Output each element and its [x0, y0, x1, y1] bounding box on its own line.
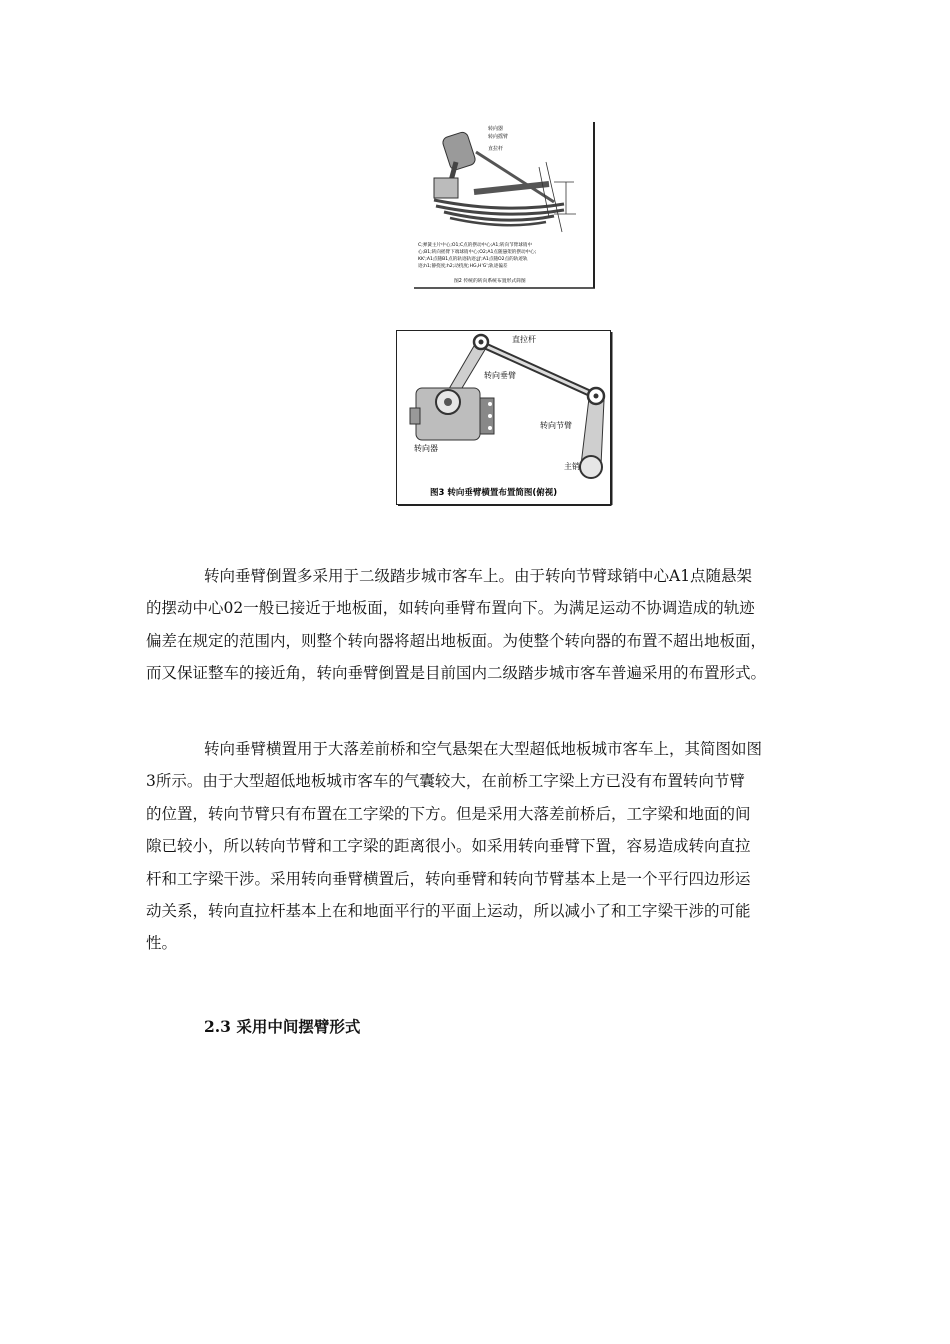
paragraph-line: 而又保证整车的接近角，转向垂臂倒置是目前国内二级踏步城市客车普遍采用的布置形式。	[146, 664, 767, 683]
paragraph-line: 杆和工字梁干涉。采用转向垂臂横置后，转向垂臂和转向节臂基本上是一个平行四边形运	[146, 869, 751, 888]
fig2-legend-line: KK';A1点随B1点的轨迹轨迹;JJ';A1点随O2点的轨迹轨	[418, 257, 528, 262]
fig3-label-steering-gear: 转向器	[414, 444, 438, 453]
fig3-label-drag-link: 直拉杆	[512, 335, 536, 344]
fig2-label-pitman: 转向摇臂	[488, 134, 509, 140]
figure-2-drawing	[414, 122, 596, 290]
paragraph-line: 转向垂臂倒置多采用于二级踏步城市客车上。由于转向节臂球销中心A1点随悬架	[204, 567, 753, 585]
fig2-caption: 图2 传统的转向系统布置形式简图	[454, 279, 526, 284]
paragraph-line: 隙已较小，所以转向节臂和工字梁的距离很小。如采用转向垂臂下置，容易造成转向直拉	[146, 837, 751, 856]
fig2-legend-line: 心;B1;转向摇臂下端球销中心;O2;A1点随悬架的摆动中心;	[418, 250, 537, 255]
paragraph-line: 动关系，转向直拉杆基本上在和地面平行的平面上运动，所以减小了和工字梁干涉的可能	[146, 902, 751, 921]
paragraph-line: 偏差在规定的范围内，则整个转向器将超出地板面。为使整个转向器的布置不超出地板面，	[146, 631, 767, 650]
paragraph-line: 的摆动中心02一般已接近于地板面，如转向垂臂布置向下。为满足运动不协调造成的轨迹	[146, 599, 755, 618]
fig3-label-pitman-arm: 转向垂臂	[484, 371, 516, 380]
paragraph-line: 3所示。由于大型超低地板城市客车的气囊较大，在前桥工字梁上方已没有布置转向节臂	[146, 772, 745, 791]
section-heading: 2.3 采用中间摆臂形式	[204, 1017, 361, 1036]
fig2-label-draglink: 直拉杆	[488, 146, 504, 152]
figure-3-drawing	[396, 330, 613, 506]
fig2-label-gear: 转向器	[488, 126, 504, 132]
fig3-label-knuckle-arm: 转向节臂	[540, 421, 572, 430]
paragraph-line: 性。	[146, 934, 178, 953]
paragraph-1	[146, 560, 812, 690]
paragraph-line: 的位置，转向节臂只有布置在工字梁的下方。但是采用大落差前桥后，工字梁和地面的间	[146, 804, 751, 823]
paragraph-line: 转向垂臂横置用于大落差前桥和空气悬架在大型超低地板城市客车上，其简图如图	[204, 740, 763, 758]
fig2-legend-line: C;弹簧主片中心;O1;C点的摆动中心;A1;转向节臂球销中	[418, 243, 533, 248]
fig2-legend-line: 迹;h1;静挠度;h2;动挠度;HG,H'G';轨迹偏差	[418, 264, 508, 269]
paragraph-2	[146, 733, 812, 960]
figure-3	[396, 330, 613, 506]
fig3-label-kingpin: 主销	[564, 462, 580, 471]
figure-2	[414, 122, 596, 290]
fig3-caption: 图3 转向垂臂横置布置简图(俯视)	[430, 488, 558, 498]
